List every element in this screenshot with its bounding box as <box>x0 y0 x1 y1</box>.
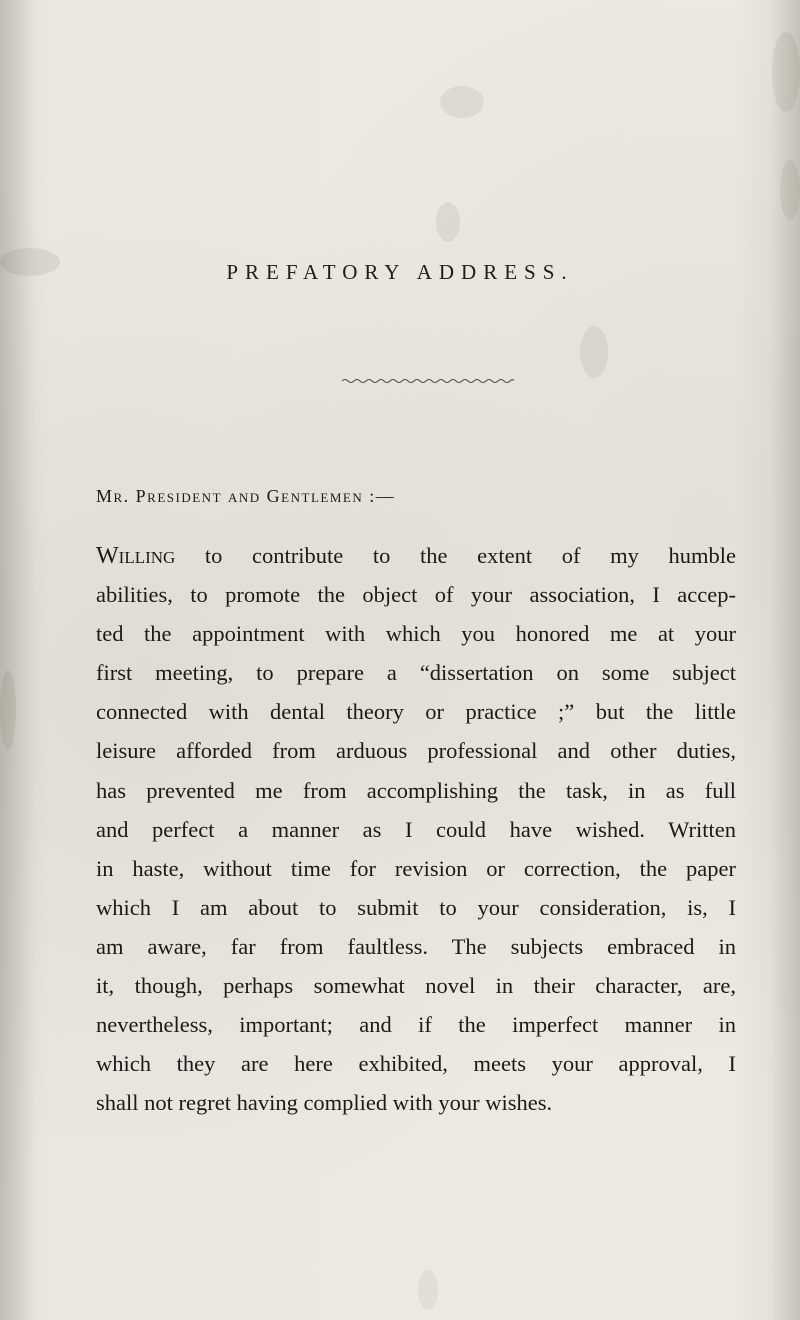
paragraph-line-15: shall not regret having complied with your wishes. <box>96 1090 553 1116</box>
ornamental-rule <box>342 376 514 386</box>
paragraph-line-11: am aware, far from faultless. The subjects embraced in <box>96 933 736 959</box>
paragraph-line-14: which they are here exhibited, meets your approval, I <box>96 1051 736 1077</box>
paragraph-line-4: first meeting, to prepare a “dissertation on some subject <box>96 660 736 686</box>
salutation: Mr. President and Gentlemen :— <box>96 486 396 506</box>
paragraph-line-7: has prevented me from accomplishing the task, in as full <box>96 777 736 803</box>
paragraph-line-6: leisure afforded from arduous professional and other duties, <box>96 738 736 764</box>
address-paragraph <box>96 536 736 1122</box>
paragraph-line-8: and perfect a manner as I could have wished. Written <box>96 816 736 842</box>
lead-word: Willing <box>96 543 176 569</box>
paragraph-line-10: which I am about to submit to your consideration, is, I <box>96 894 736 920</box>
paragraph-line-3: ted the appointment with which you honored me at your <box>96 621 736 647</box>
page-gutter-shadow <box>0 0 34 1320</box>
paragraph-line-13: nevertheless, important; and if the imperfect manner in <box>96 1012 736 1038</box>
page-heading: PREFATORY ADDRESS. <box>226 260 574 284</box>
paragraph-line-1-text: to contribute to the extent of my humble <box>175 543 736 568</box>
paragraph-line-5: connected with dental theory or practice ;” but the little <box>96 699 736 725</box>
paragraph-line-9: in haste, without time for revision or correction, the paper <box>96 855 736 881</box>
paragraph-line-12: it, though, perhaps somewhat novel in their character, are, <box>96 973 736 999</box>
paragraph-line-2: abilities, to promote the object of your association, I accep- <box>96 582 736 608</box>
paragraph-line-1 <box>96 536 736 575</box>
page-edge-shadow <box>770 0 800 1320</box>
